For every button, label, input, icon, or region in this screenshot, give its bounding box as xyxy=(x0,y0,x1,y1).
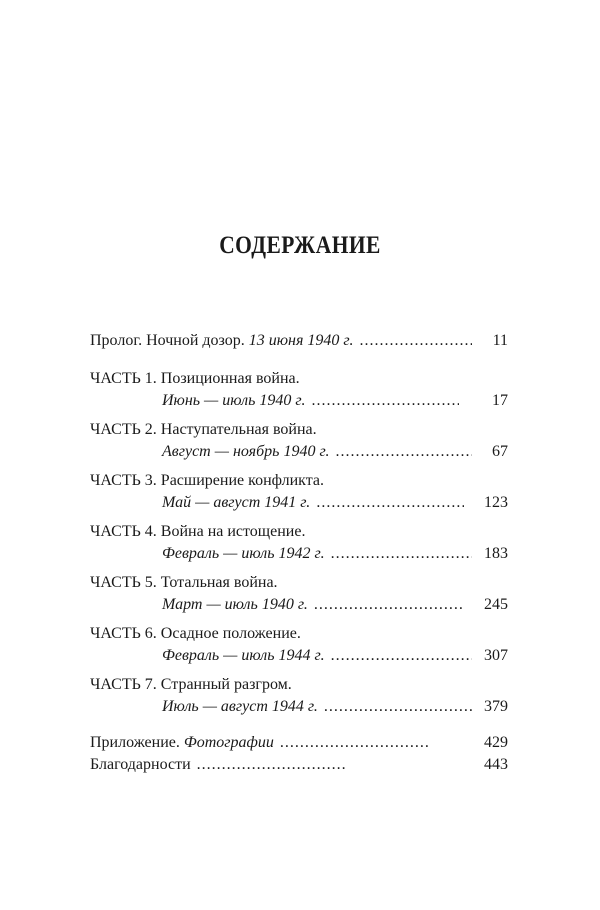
leader-dots xyxy=(314,594,462,616)
toc-entry-part-1 xyxy=(90,368,508,412)
page-number: 123 xyxy=(484,494,508,511)
toc-entry-label: ЧАСТЬ 4. Война на истощение. xyxy=(90,523,306,540)
page-number: 307 xyxy=(484,647,508,664)
toc-entry-part-2 xyxy=(90,419,508,463)
toc-entry-label: Приложение. Фотографии xyxy=(90,734,274,751)
page-number: 183 xyxy=(484,545,508,562)
leader-dots xyxy=(331,645,472,667)
toc-entry-date: 13 июня 1940 г. xyxy=(248,332,354,349)
toc-entry-label: Пролог. Ночной дозор. 13 июня 1940 г. xyxy=(90,332,354,349)
leader-dots xyxy=(324,696,472,718)
leader-dots xyxy=(197,754,345,776)
toc-entry-date: Март — июль 1940 г. xyxy=(162,596,308,613)
page-number: 429 xyxy=(484,734,508,751)
toc-entry-date: Февраль — июль 1942 г. xyxy=(162,545,325,562)
toc-entry-part-4 xyxy=(90,521,508,565)
toc-entry-date: Август — ноябрь 1940 г. xyxy=(162,443,330,460)
page-number: 67 xyxy=(492,443,508,460)
toc-entry-prologue xyxy=(90,330,508,352)
page-number: 17 xyxy=(492,392,508,409)
toc-entry-label: ЧАСТЬ 6. Осадное положение. xyxy=(90,625,301,642)
page-number: 443 xyxy=(484,756,508,773)
toc-entry-part-7 xyxy=(90,674,508,718)
table-of-contents xyxy=(90,330,508,776)
toc-entry-date: Июль — август 1944 г. xyxy=(162,698,318,715)
page-number: 379 xyxy=(484,698,508,715)
toc-entry-part-5 xyxy=(90,572,508,616)
toc-entry-part-3 xyxy=(90,470,508,514)
leader-dots xyxy=(359,330,472,352)
leader-dots xyxy=(316,492,464,514)
page-title: СОДЕРЖАНИЕ xyxy=(219,232,381,259)
leader-dots xyxy=(280,732,428,754)
page-number: 245 xyxy=(484,596,508,613)
toc-entry-part-6 xyxy=(90,623,508,667)
toc-entry-appendix xyxy=(90,732,508,754)
leader-dots xyxy=(335,441,472,463)
toc-entry-date: Май — август 1941 г. xyxy=(162,494,311,511)
toc-entry-label: ЧАСТЬ 5. Тотальная война. xyxy=(90,574,278,591)
toc-entry-acknowledgements xyxy=(90,754,508,776)
leader-dots xyxy=(311,390,459,412)
toc-entry-label: ЧАСТЬ 3. Расширение конфликта. xyxy=(90,472,324,489)
toc-entry-date: Июнь — июль 1940 г. xyxy=(162,392,306,409)
toc-entry-label: ЧАСТЬ 1. Позиционная война. xyxy=(90,370,300,387)
toc-entry-label: ЧАСТЬ 2. Наступательная война. xyxy=(90,421,317,438)
toc-entry-label: ЧАСТЬ 7. Странный разгром. xyxy=(90,676,292,693)
toc-entry-date: Февраль — июль 1944 г. xyxy=(162,647,325,664)
leader-dots xyxy=(331,543,472,565)
page-number: 11 xyxy=(492,332,508,349)
toc-entry-label: Благодарности xyxy=(90,756,191,773)
